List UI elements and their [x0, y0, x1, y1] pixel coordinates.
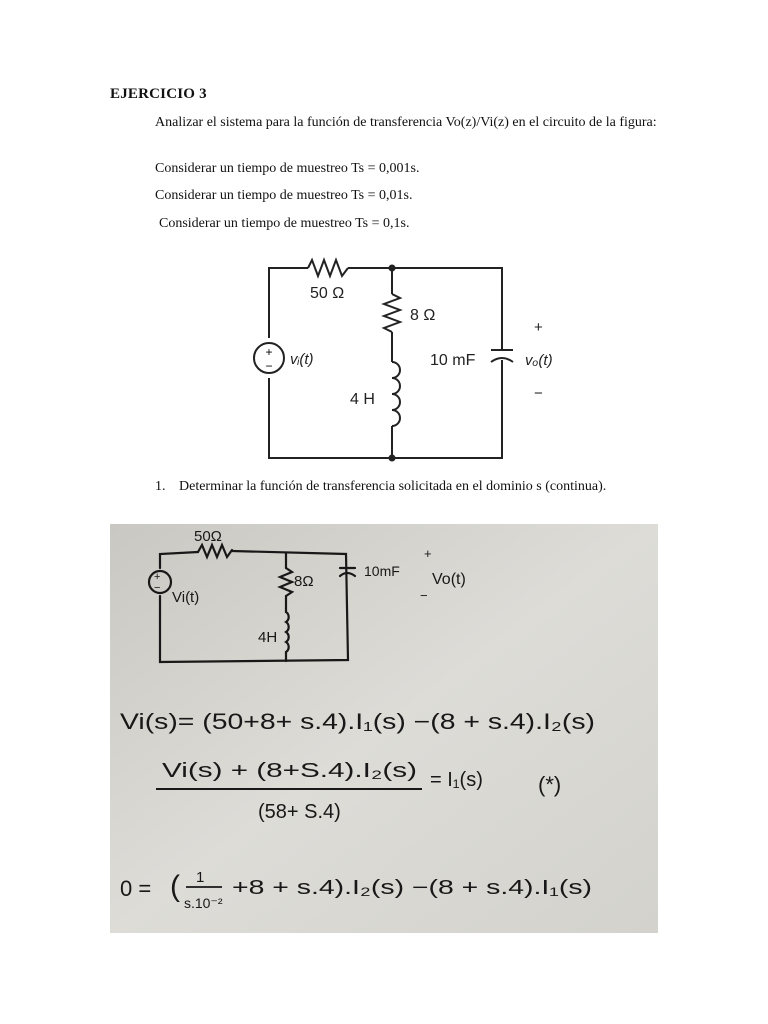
equation-3-rest: +8 + s.4).I₂(s) −(8 + s.4).I₁(s): [232, 877, 592, 899]
hand-l4-label: 4H: [258, 629, 278, 646]
inductor-label: 4 H: [350, 391, 375, 408]
source-minus-sign: −: [265, 359, 273, 373]
hand-vo-label: Vo(t): [432, 571, 466, 588]
fraction-numerator: Vi(s) + (8+S.4).I₂(s): [162, 760, 417, 782]
equation-3-denominator: s.10⁻²: [184, 895, 223, 911]
hand-output-minus: −: [420, 588, 428, 603]
hand-output-plus: +: [424, 546, 432, 561]
circuit-diagram: [240, 246, 570, 464]
output-plus-sign: +: [534, 319, 543, 336]
equation-3-lhs: 0 =: [120, 876, 152, 901]
resistor-8-label: 8 Ω: [410, 307, 436, 324]
hand-vi-label: Vi(t): [172, 589, 200, 606]
capacitor-label: 10 mF: [430, 352, 476, 369]
source-voltage-label: vᵢ(t): [290, 351, 314, 368]
bottom-node-dot: [389, 455, 396, 462]
source-plus-sign: +: [265, 345, 273, 359]
top-node-dot: [389, 265, 396, 272]
output-voltage-label: vₒ(t): [525, 352, 553, 369]
star-marker: (*): [538, 772, 562, 797]
hand-r8-label: 8Ω: [294, 573, 314, 590]
equation-3-open-paren: (: [170, 870, 180, 903]
fraction-denominator: (58+ S.4): [258, 801, 341, 823]
handwritten-notes-photo: [110, 524, 658, 933]
question-number: 1.: [155, 479, 166, 494]
hand-source-minus: −: [154, 582, 161, 594]
exercise-heading: EJERCICIO 3: [110, 86, 207, 102]
output-minus-sign: −: [534, 385, 543, 402]
hand-c10-label: 10mF: [364, 563, 400, 579]
equation-3-numerator: 1: [196, 869, 205, 886]
hand-source-plus: +: [154, 571, 161, 583]
question-1: [155, 479, 606, 495]
fraction-result: = I₁(s): [430, 769, 483, 791]
instruction-paragraph: Analizar el sistema para la función de transferencia Vo(z)/Vi(z) en el circuito de la figura:: [155, 115, 657, 130]
equation-1: Vi(s)= (50+8+ s.4).I₁(s) −(8 + s.4).I₂(s): [120, 709, 595, 734]
hand-r50-label: 50Ω: [194, 528, 222, 545]
sampling-time-2: Considerar un tiempo de muestreo Ts = 0,01s.: [155, 188, 413, 203]
sampling-time-3: Considerar un tiempo de muestreo Ts = 0,1s.: [159, 216, 410, 231]
resistor-50-label: 50 Ω: [310, 285, 345, 302]
sampling-time-1: Considerar un tiempo de muestreo Ts = 0,001s.: [155, 161, 420, 176]
question-text: Determinar la función de transferencia solicitada en el dominio s (continua).: [179, 479, 607, 494]
